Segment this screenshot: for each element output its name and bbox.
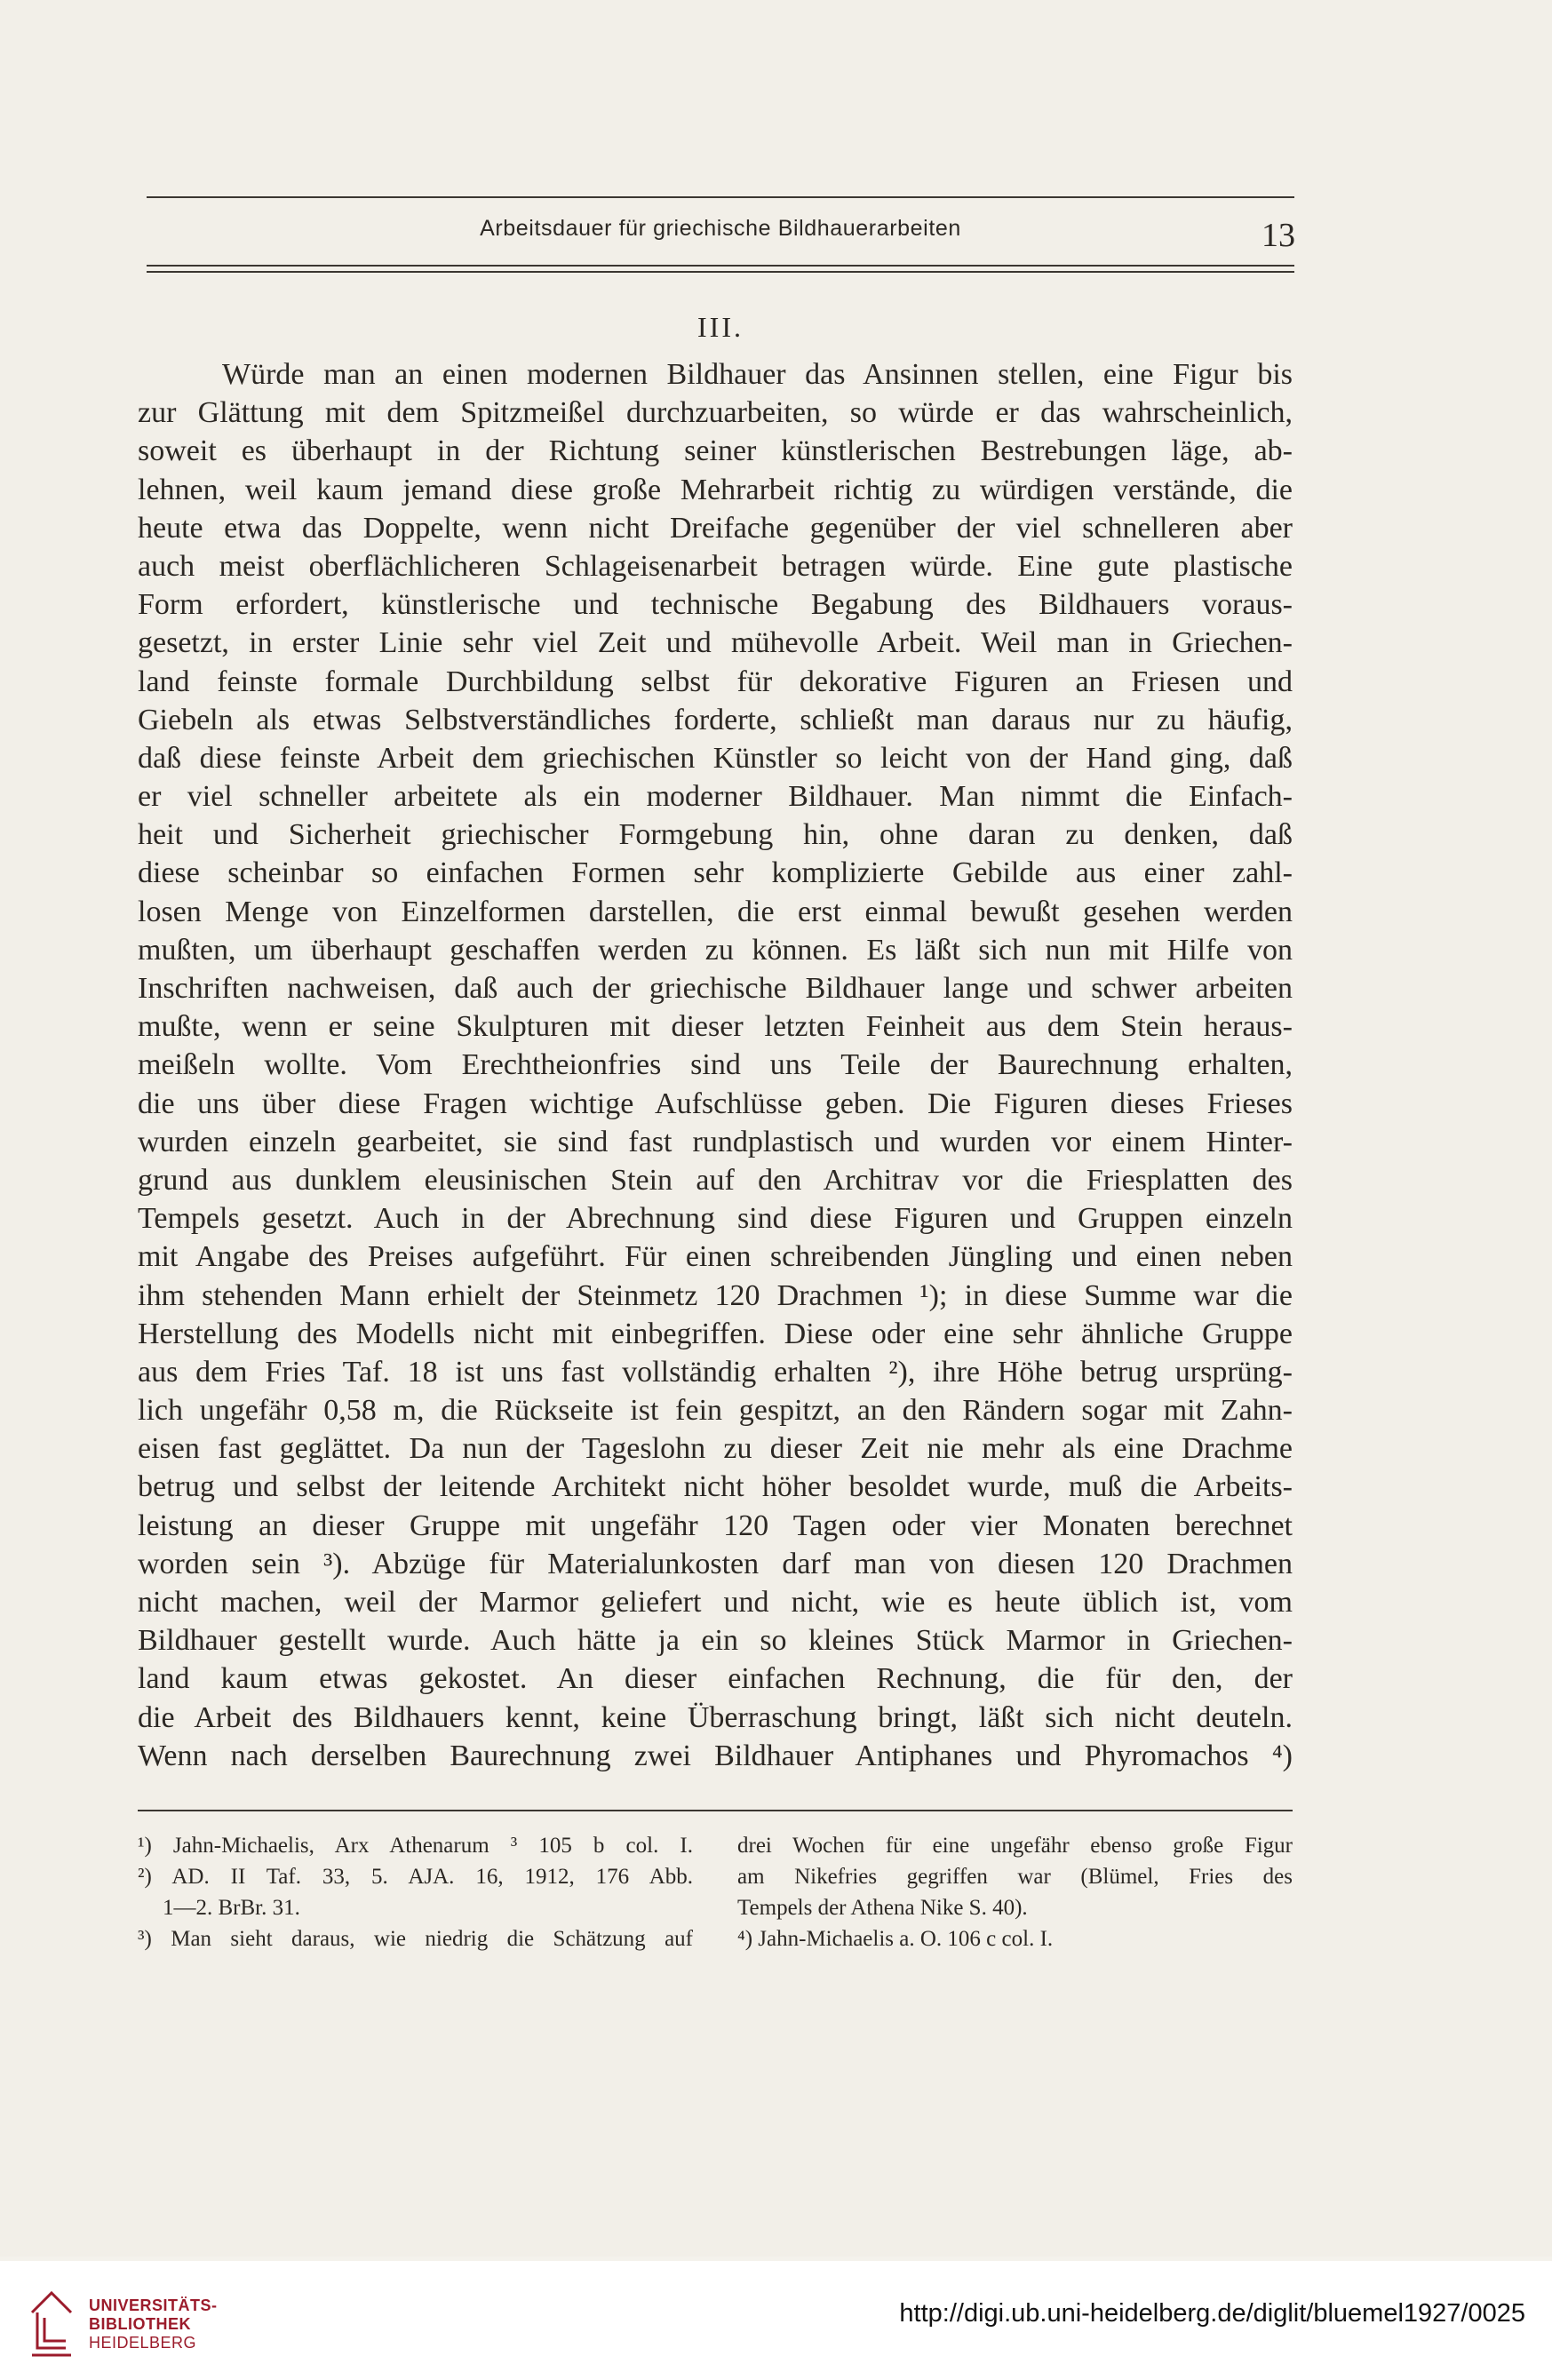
body-line: nicht machen, weil der Marmor geliefert und nicht, wie es heute üblich ist, vom — [138, 1586, 1293, 1619]
footnotes-left-column — [138, 1830, 693, 1954]
body-line: lich ungefähr 0,58 m, die Rückseite ist fein gespitzt, an den Rändern sogar mit Zahn- — [138, 1394, 1293, 1428]
running-head: Arbeitsdauer für griechische Bildhauerarbeiten — [480, 216, 961, 241]
logo-line-1: UNIVERSITÄTS- — [89, 2296, 218, 2314]
library-logo-icon — [25, 2286, 78, 2360]
body-line: eisen fast geglättet. Da nun der Tageslohn zu dieser Zeit nie mehr als eine Drachme — [138, 1432, 1293, 1466]
body-line: heit und Sicherheit griechischer Formgebung hin, ohne daran zu denken, daß — [138, 818, 1293, 852]
footnote-line: ³) Man sieht daraus, wie niedrig die Schätzung auf — [138, 1927, 693, 1951]
footnote-line: am Nikefries gegriffen war (Blümel, Fries des — [737, 1865, 1293, 1889]
body-line: Bildhauer gestellt wurde. Auch hätte ja ein so kleines Stück Marmor in Griechen- — [138, 1624, 1293, 1658]
permalink-url[interactable]: http://digi.ub.uni-heidelberg.de/diglit/bluemel1927/0025 — [899, 2299, 1525, 2328]
top-rule — [147, 196, 1294, 198]
body-line: Tempels gesetzt. Auch in der Abrechnung sind diese Figuren und Gruppen einzeln — [138, 1202, 1293, 1236]
body-line: losen Menge von Einzelformen darstellen, die erst einmal bewußt gesehen werden — [138, 895, 1293, 928]
footnote-rule — [138, 1810, 1293, 1811]
logo-line-3: HEIDELBERG — [89, 2334, 197, 2352]
body-line: zur Glättung mit dem Spitzmeißel durchzuarbeiten, so würde er das wahrscheinlich, — [138, 396, 1293, 430]
body-line: lehnen, weil kaum jemand diese große Mehrarbeit richtig zu würdigen verstände, die — [138, 473, 1293, 506]
body-line: meißeln wollte. Vom Erechtheionfries sind uns Teile der Baurechnung erhalten, — [138, 1048, 1293, 1082]
page-number: 13 — [1261, 217, 1295, 254]
body-line: gesetzt, in erster Linie sehr viel Zeit und mühevolle Arbeit. Weil man in Griechen- — [138, 626, 1293, 660]
footnote-line: ⁴) Jahn-Michaelis a. O. 106 c col. I. — [737, 1927, 1054, 1951]
body-line: Würde man an einen modernen Bildhauer das Ansinnen stellen, eine Figur bis — [222, 358, 1293, 391]
footnote-line: ²) AD. II Taf. 33, 5. AJA. 16, 1912, 176 Abb. — [138, 1865, 693, 1889]
section-heading: III. — [697, 311, 744, 343]
body-line: die uns über diese Fragen wichtige Aufschlüsse geben. Die Figuren dieses Frieses — [138, 1087, 1293, 1120]
body-line: Wenn nach derselben Baurechnung zwei Bildhauer Antiphanes und Phyromachos ⁴) — [138, 1739, 1293, 1772]
body-text — [138, 355, 1293, 1775]
body-line: wurden einzeln gearbeitet, sie sind fast rundplastisch und wurden vor einem Hinter- — [138, 1125, 1293, 1158]
body-line: daß diese feinste Arbeit dem griechischen Künstler so leicht von der Hand ging, daß — [138, 741, 1293, 775]
body-line: mit Angabe des Preises aufgeführt. Für einen schreibenden Jüngling und einen neben — [138, 1240, 1293, 1274]
viewer-footer — [0, 2261, 1552, 2380]
body-line: Giebeln als etwas Selbstverständliches forderte, schließt man daraus nur zu häufig, — [138, 703, 1293, 736]
body-line: worden sein ³). Abzüge für Materialunkosten darf man von diesen 120 Drachmen — [138, 1547, 1293, 1580]
body-line: er viel schneller arbeitete als ein moderner Bildhauer. Man nimmt die Einfach- — [138, 780, 1293, 814]
body-line: leistung an dieser Gruppe mit ungefähr 120 Tagen oder vier Monaten berechnet — [138, 1508, 1293, 1542]
body-line: Form erfordert, künstlerische und technische Begabung des Bildhauers voraus- — [138, 588, 1293, 622]
logo-line-2: BIBLIOTHEK — [89, 2315, 191, 2333]
body-line: soweit es überhaupt in der Richtung seiner künstlerischen Bestrebungen läge, ab- — [138, 434, 1293, 468]
library-logo-text — [89, 2296, 218, 2352]
header-rule — [147, 265, 1294, 267]
body-line: diese scheinbar so einfachen Formen sehr komplizierte Gebilde aus einer zahl- — [138, 856, 1293, 890]
body-line: die Arbeit des Bildhauers kennt, keine Überraschung bringt, läßt sich nicht deuteln. — [138, 1700, 1293, 1734]
body-line: Inschriften nachweisen, daß auch der griechische Bildhauer lange und schwer arbeiten — [138, 972, 1293, 1005]
footnote-line: ¹) Jahn-Michaelis, Arx Athenarum ³ 105 b col. I. — [138, 1834, 693, 1858]
footnote-line: Tempels der Athena Nike S. 40). — [737, 1896, 1028, 1920]
body-line: heute etwa das Doppelte, wenn nicht Dreifache gegenüber der viel schnelleren aber — [138, 511, 1293, 545]
footnote-line: drei Wochen für eine ungefähr ebenso große Figur — [737, 1834, 1293, 1858]
body-line: aus dem Fries Taf. 18 ist uns fast vollständig erhalten ²), ihre Höhe betrug ursprüng- — [138, 1355, 1293, 1389]
body-line: mußte, wenn er seine Skulpturen mit dieser letzten Feinheit aus dem Stein heraus- — [138, 1010, 1293, 1044]
footnotes-right-column — [737, 1830, 1293, 1954]
body-line: grund aus dunklem eleusinischen Stein auf den Architrav vor die Friesplatten des — [138, 1163, 1293, 1197]
body-line: betrug und selbst der leitende Architekt nicht höher besoldet wurde, muß die Arbeits- — [138, 1470, 1293, 1504]
body-line: Herstellung des Modells nicht mit einbegriffen. Diese oder eine sehr ähnliche Gruppe — [138, 1317, 1293, 1350]
body-line: land kaum etwas gekostet. An dieser einfachen Rechnung, die für den, der — [138, 1662, 1293, 1696]
body-line: auch meist oberflächlicheren Schlageisenarbeit betragen würde. Eine gute plastische — [138, 549, 1293, 583]
body-line: mußten, um überhaupt geschaffen werden zu können. Es läßt sich nun mit Hilfe von — [138, 933, 1293, 967]
footnote-line: 1—2. BrBr. 31. — [163, 1896, 300, 1920]
header-rule-double — [147, 271, 1294, 273]
body-line: ihm stehenden Mann erhielt der Steinmetz 120 Drachmen ¹); in diese Summe war die — [138, 1278, 1293, 1312]
body-line: land feinste formale Durchbildung selbst für dekorative Figuren an Friesen und — [138, 665, 1293, 698]
